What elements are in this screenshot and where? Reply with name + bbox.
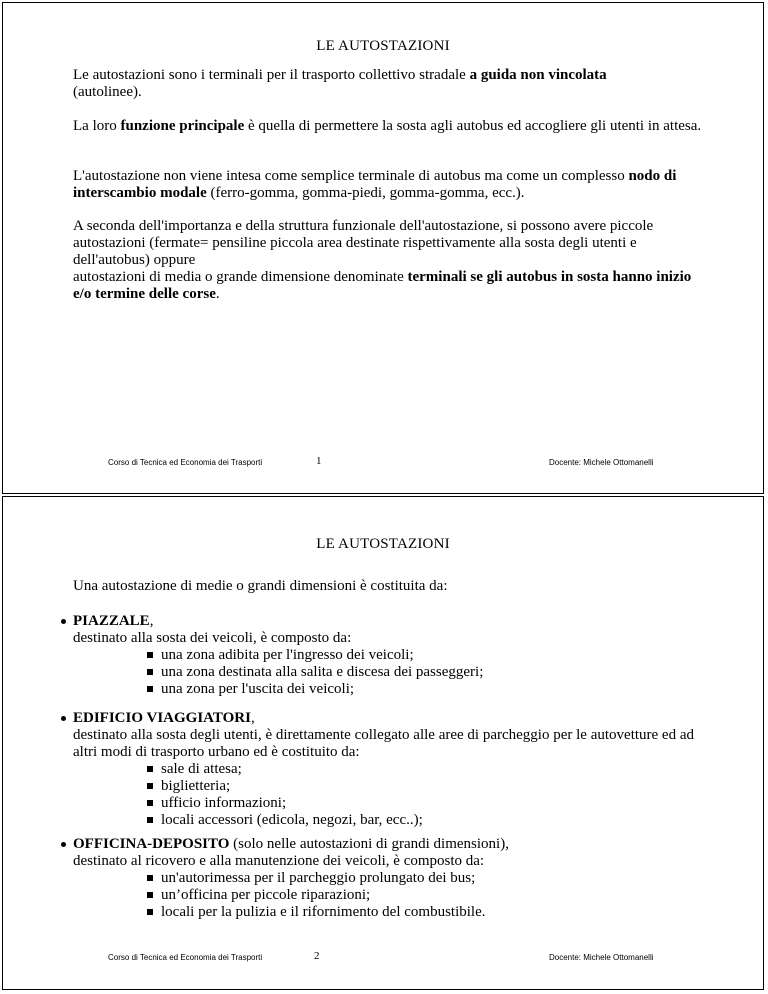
square-bullet-icon bbox=[147, 686, 153, 692]
slide-title: LE AUTOSTAZIONI bbox=[316, 38, 450, 54]
text: (ferro-gomma, gomma-piedi, gomma-gomma, ecc.). bbox=[206, 185, 525, 201]
footer-teacher: Docente: Michele Ottomanelli bbox=[549, 953, 654, 962]
heading-text: OFFICINA-DEPOSITO bbox=[73, 836, 230, 852]
square-bullet-icon bbox=[147, 892, 153, 898]
text: Le autostazioni sono i terminali per il trasporto collettivo stradale bbox=[73, 67, 470, 83]
list-item bbox=[147, 904, 721, 921]
sub-list bbox=[61, 761, 721, 829]
paragraph-function bbox=[73, 118, 713, 135]
bullet-dot-icon bbox=[61, 842, 66, 847]
bold-text: a guida non vincolata bbox=[469, 67, 607, 83]
text: è quella di permettere la sosta agli autobus ed accogliere gli utenti in attesa. bbox=[244, 118, 702, 134]
section-heading bbox=[61, 710, 721, 727]
list-item-text: locali per la pulizia e il rifornimento del combustibile. bbox=[161, 904, 486, 920]
bold-text: terminali se gli autobus in sosta hanno inizio e/o termine delle corse bbox=[73, 269, 692, 302]
list-item bbox=[147, 761, 721, 778]
text: . bbox=[215, 286, 220, 302]
list-item bbox=[147, 870, 721, 887]
section-heading bbox=[61, 836, 721, 853]
text: A seconda dell'importanza e della struttura funzionale dell'autostazione, si possono avere piccole autostazioni (fermate= pensiline piccola area destinate rispettivamente alla sosta degli utenti e dell'autobus) oppure bbox=[73, 218, 654, 268]
list-item-text: una zona destinata alla salita e discesa dei passeggeri; bbox=[161, 664, 484, 680]
sub-list bbox=[61, 647, 721, 698]
section-officina-deposito bbox=[61, 836, 721, 921]
heading-text: EDIFICIO VIAGGIATORI bbox=[73, 710, 251, 726]
heading-suffix: (solo nelle autostazioni di grandi dimensioni), bbox=[229, 836, 509, 852]
bold-text: nodo di interscambio modale bbox=[73, 168, 677, 201]
section-heading bbox=[61, 613, 721, 630]
section-description: destinato al ricovero e alla manutenzione dei veicoli, è composto da: bbox=[73, 853, 485, 869]
list-item-text: locali accessori (edicola, negozi, bar, ecc..); bbox=[161, 812, 423, 828]
slide-title: LE AUTOSTAZIONI bbox=[316, 536, 450, 552]
bullet-dot-icon bbox=[61, 716, 66, 721]
heading-suffix: , bbox=[149, 613, 154, 629]
list-item bbox=[147, 664, 721, 681]
list-item-text: ufficio informazioni; bbox=[161, 795, 287, 811]
paragraph-node bbox=[73, 168, 713, 202]
section-piazzale bbox=[61, 613, 721, 698]
list-item-text: un'autorimessa per il parcheggio prolungato dei bus; bbox=[161, 870, 476, 886]
square-bullet-icon bbox=[147, 875, 153, 881]
list-item-text: una zona adibita per l'ingresso dei veicoli; bbox=[161, 647, 414, 663]
bullet-dot-icon bbox=[61, 619, 66, 624]
list-item bbox=[147, 795, 721, 812]
text: La loro bbox=[73, 118, 121, 134]
slide-1 bbox=[2, 2, 764, 494]
paragraph-types bbox=[73, 218, 713, 303]
footer-course: Corso di Tecnica ed Economia dei Trasporti bbox=[108, 953, 263, 962]
list-item-text: un’officina per piccole riparazioni; bbox=[161, 887, 371, 903]
page-number: 2 bbox=[314, 950, 320, 962]
square-bullet-icon bbox=[147, 669, 153, 675]
list-item bbox=[147, 887, 721, 904]
list-item bbox=[147, 681, 721, 698]
heading-text: PIAZZALE bbox=[73, 613, 150, 629]
square-bullet-icon bbox=[147, 766, 153, 772]
section-description: destinato alla sosta degli utenti, è direttamente collegato alle aree di parcheggio per le autovetture ed ad altri modi di trasporto urbano ed è costituito da: bbox=[73, 727, 694, 760]
slide-2 bbox=[2, 496, 764, 990]
section-edificio-viaggiatori bbox=[61, 710, 721, 829]
square-bullet-icon bbox=[147, 783, 153, 789]
list-item-text: sale di attesa; bbox=[161, 761, 242, 777]
square-bullet-icon bbox=[147, 800, 153, 806]
list-item bbox=[147, 647, 721, 664]
paragraph-intro bbox=[73, 67, 713, 101]
square-bullet-icon bbox=[147, 652, 153, 658]
list-item-text: biglietteria; bbox=[161, 778, 231, 794]
heading-suffix: , bbox=[250, 710, 255, 726]
footer-teacher: Docente: Michele Ottomanelli bbox=[549, 458, 654, 467]
footer-course: Corso di Tecnica ed Economia dei Trasporti bbox=[108, 458, 263, 467]
text: L'autostazione non viene intesa come semplice terminale di autobus ma come un complesso bbox=[73, 168, 629, 184]
text: (autolinee). bbox=[73, 84, 142, 100]
square-bullet-icon bbox=[147, 909, 153, 915]
list-item bbox=[147, 812, 721, 829]
intro-text: Una autostazione di medie o grandi dimensioni è costituita da: bbox=[73, 578, 448, 594]
square-bullet-icon bbox=[147, 817, 153, 823]
bold-text: funzione principale bbox=[120, 118, 245, 134]
sub-list bbox=[61, 870, 721, 921]
text: autostazioni di media o grande dimensione denominate bbox=[73, 269, 408, 285]
list-item-text: una zona per l'uscita dei veicoli; bbox=[161, 681, 355, 697]
list-item bbox=[147, 778, 721, 795]
section-description: destinato alla sosta dei veicoli, è composto da: bbox=[73, 630, 352, 646]
page-number: 1 bbox=[316, 455, 322, 467]
